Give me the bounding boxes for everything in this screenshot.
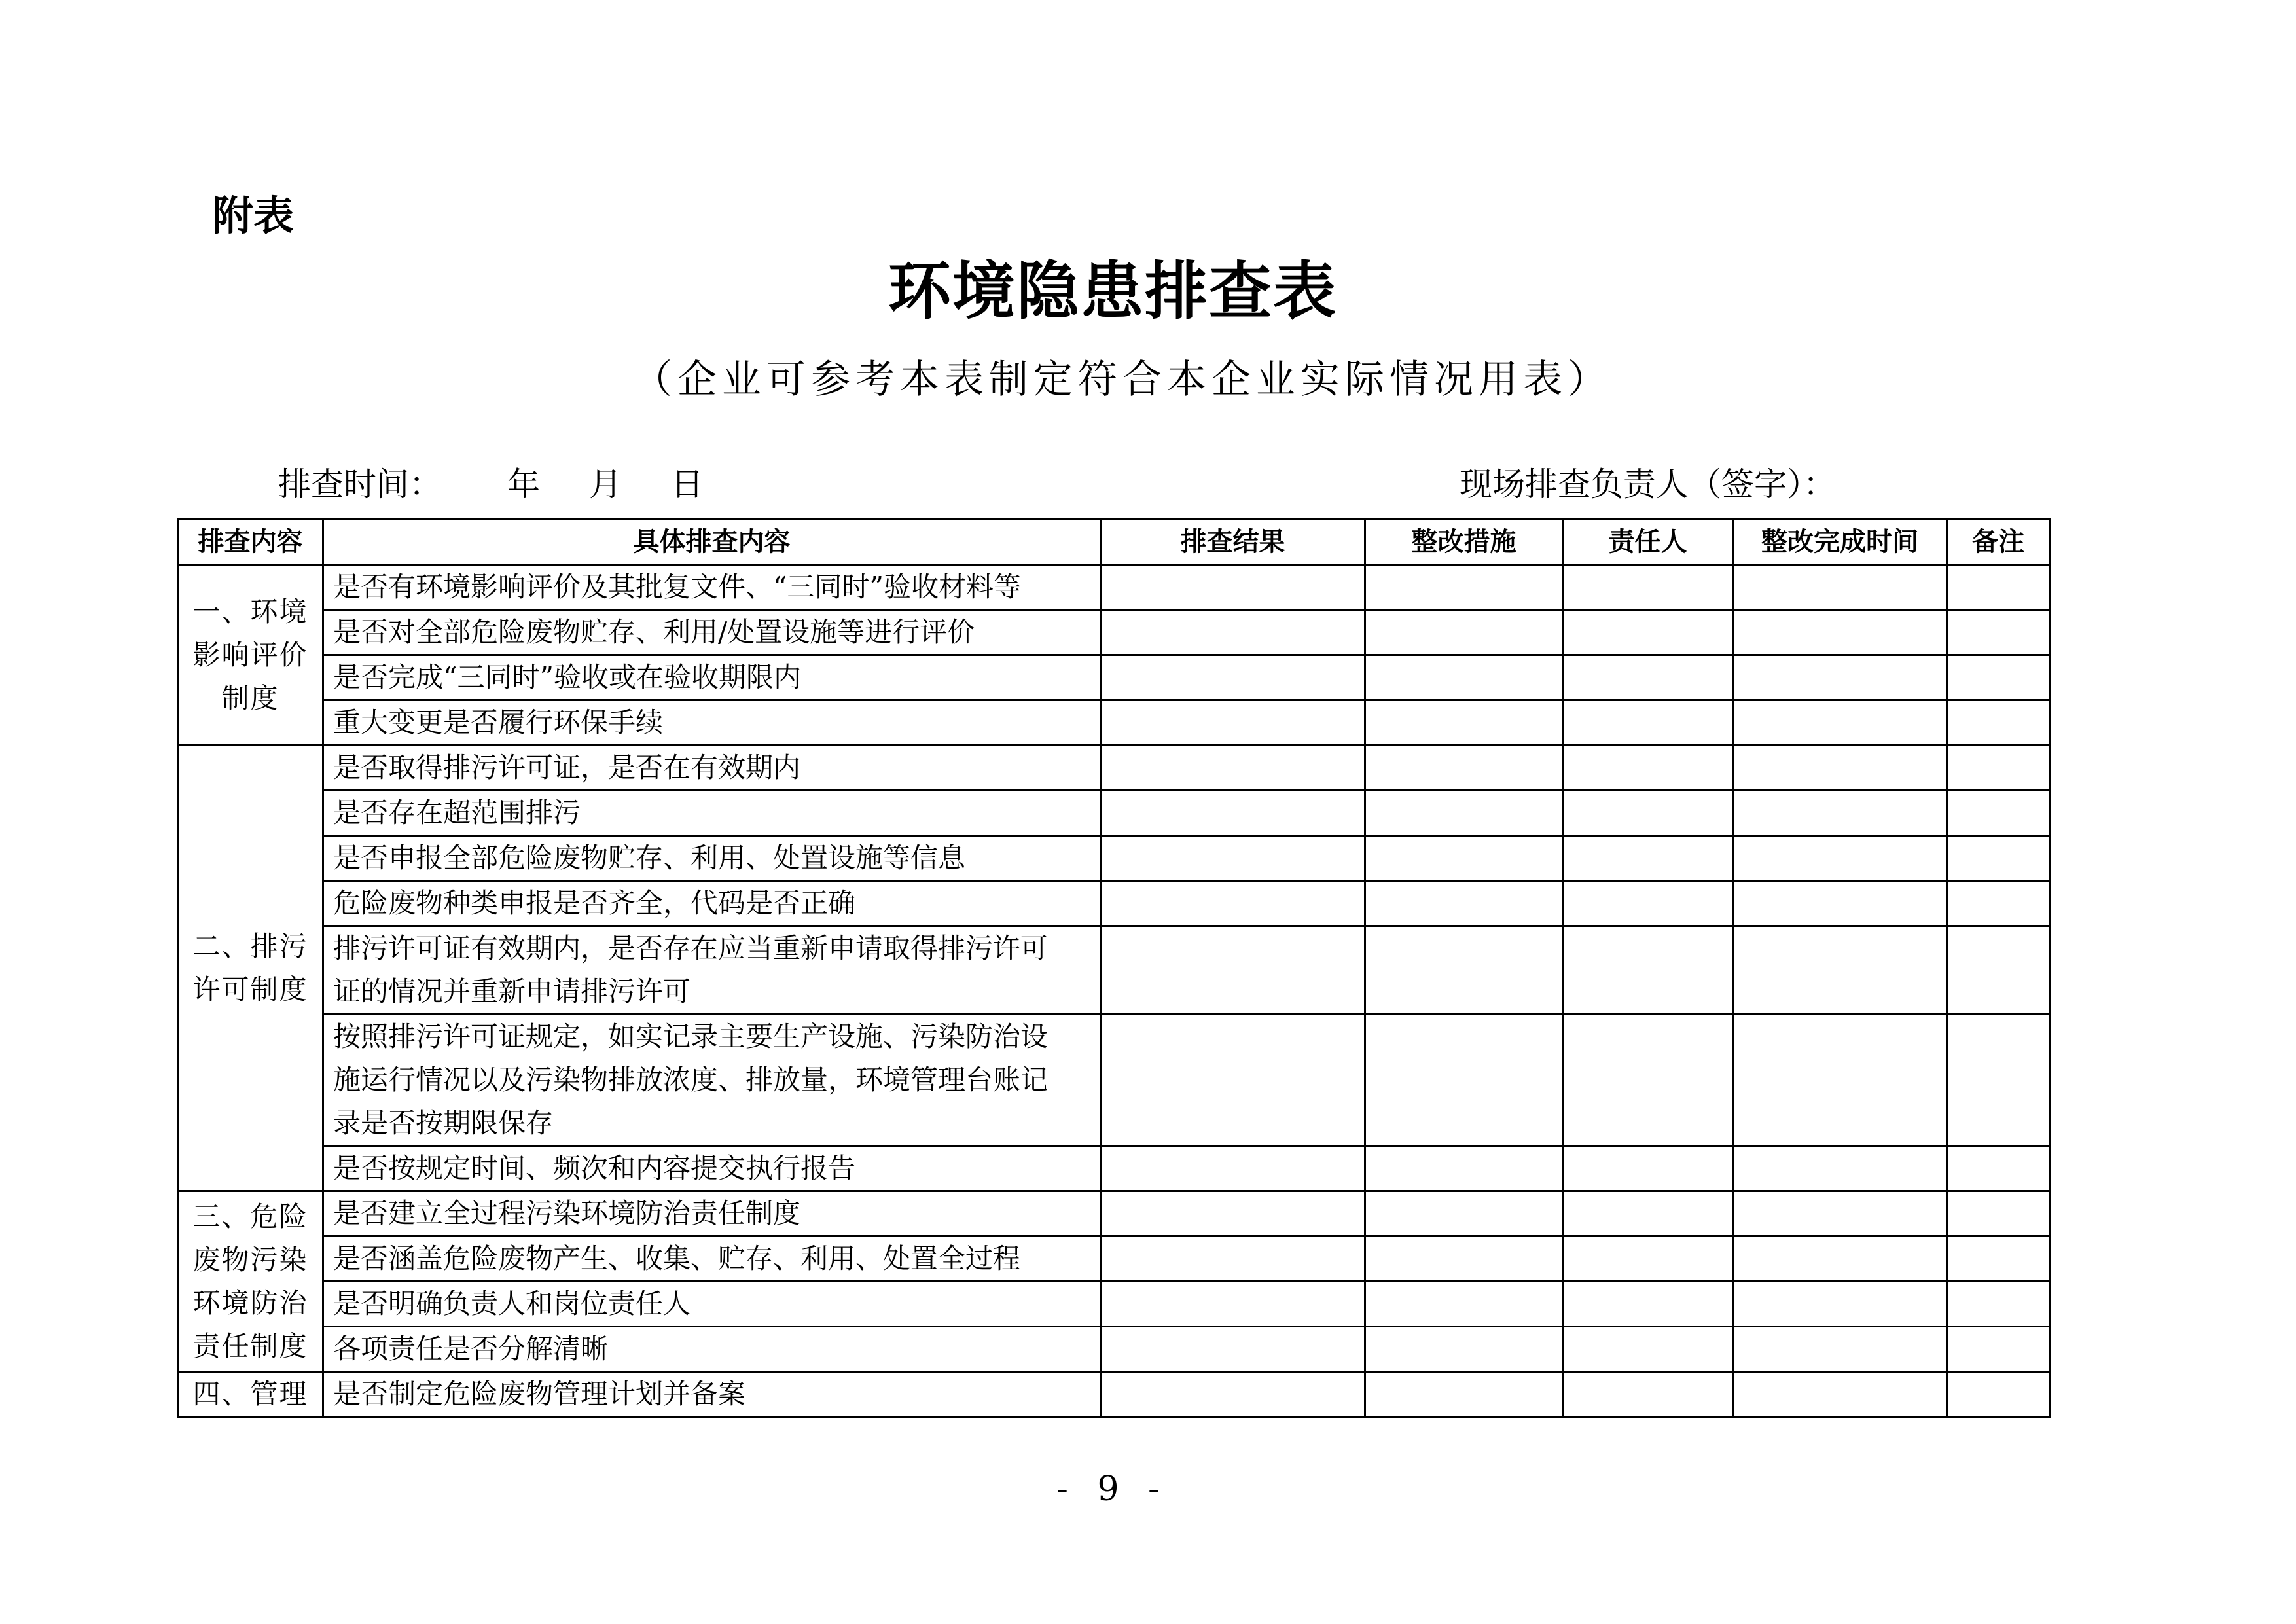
result-cell[interactable] [1101, 610, 1365, 655]
category-label-line: 四、管理 [192, 1378, 308, 1410]
responsible-cell[interactable] [1563, 655, 1733, 700]
check-item-cell [323, 1015, 1101, 1146]
completion-time-cell[interactable] [1733, 1372, 1947, 1417]
column-header: 整改措施 [1365, 520, 1563, 565]
measure-cell[interactable] [1365, 1327, 1563, 1372]
category-cell [178, 1372, 323, 1417]
result-cell[interactable] [1101, 791, 1365, 836]
category-cell [178, 1191, 323, 1372]
measure-cell[interactable] [1365, 1015, 1563, 1146]
check-item-cell [323, 1191, 1101, 1236]
hazard-checklist-table [177, 518, 2051, 1418]
check-item-cell [323, 836, 1101, 881]
completion-time-cell[interactable] [1733, 1191, 1947, 1236]
result-cell[interactable] [1101, 1282, 1365, 1327]
table-row [178, 655, 2050, 700]
remark-cell[interactable] [1947, 1236, 2050, 1282]
table-row [178, 610, 2050, 655]
month-label: 月 [589, 465, 622, 503]
check-item-text: 是否存在超范围排污 [333, 797, 581, 829]
remark-cell[interactable] [1947, 746, 2050, 791]
remark-cell[interactable] [1947, 565, 2050, 610]
result-cell[interactable] [1101, 881, 1365, 926]
check-item-text: 是否明确负责人和岗位责任人 [333, 1288, 691, 1320]
check-item-cell [323, 565, 1101, 610]
category-label-line: 废物污染 [192, 1243, 308, 1276]
table-row [178, 926, 2050, 1015]
completion-time-cell[interactable] [1733, 1236, 1947, 1282]
category-label-line: 二、排污 [192, 930, 308, 962]
check-item-text: 是否建立全过程污染环境防治责任制度 [333, 1197, 801, 1229]
responsible-cell[interactable] [1563, 1146, 1733, 1191]
column-header: 责任人 [1563, 520, 1733, 565]
measure-cell[interactable] [1365, 881, 1563, 926]
completion-time-cell[interactable] [1733, 610, 1947, 655]
result-cell[interactable] [1101, 1191, 1365, 1236]
remark-cell[interactable] [1947, 881, 2050, 926]
responsible-cell[interactable] [1563, 700, 1733, 746]
responsible-cell[interactable] [1563, 926, 1733, 1015]
responsible-cell[interactable] [1563, 836, 1733, 881]
day-label: 日 [671, 465, 704, 503]
responsible-cell[interactable] [1563, 1372, 1733, 1417]
measure-cell[interactable] [1365, 565, 1563, 610]
result-cell[interactable] [1101, 836, 1365, 881]
inspection-meta [0, 458, 2296, 511]
responsible-cell[interactable] [1563, 1282, 1733, 1327]
table-row [178, 1327, 2050, 1372]
result-cell[interactable] [1101, 746, 1365, 791]
check-item-text: 按照排污许可证规定，如实记录主要生产设施、污染防治设 [333, 1020, 1049, 1053]
category-label-line: 制度 [221, 681, 279, 714]
remark-cell[interactable] [1947, 836, 2050, 881]
completion-time-cell[interactable] [1733, 1327, 1947, 1372]
table-row [178, 700, 2050, 746]
completion-time-cell[interactable] [1733, 746, 1947, 791]
category-label-line: 影响评价 [192, 638, 308, 671]
responsible-cell[interactable] [1563, 610, 1733, 655]
table-header-row [178, 520, 2050, 565]
check-item-cell [323, 1327, 1101, 1372]
check-item-cell [323, 746, 1101, 791]
table-row [178, 881, 2050, 926]
document-subtitle: （企业可参考本表制定符合本企业实际情况用表） [633, 357, 1612, 403]
completion-time-cell[interactable] [1733, 791, 1947, 836]
measure-cell[interactable] [1365, 655, 1563, 700]
remark-cell[interactable] [1947, 1191, 2050, 1236]
remark-cell[interactable] [1947, 1015, 2050, 1146]
check-item-cell [323, 655, 1101, 700]
remark-cell[interactable] [1947, 655, 2050, 700]
responsible-cell[interactable] [1563, 1015, 1733, 1146]
check-item-cell [323, 1372, 1101, 1417]
check-item-text: 录是否按期限保存 [333, 1107, 554, 1139]
completion-time-cell[interactable] [1733, 655, 1947, 700]
remark-cell[interactable] [1947, 1327, 2050, 1372]
measure-cell[interactable] [1365, 1236, 1563, 1282]
annex-label: 附表 [213, 192, 295, 240]
inspection-time-label: 排查时间： [278, 465, 442, 503]
column-header: 排查结果 [1101, 520, 1365, 565]
check-item-text: 证的情况并重新申请排污许可 [333, 975, 691, 1007]
completion-time-cell[interactable] [1733, 1146, 1947, 1191]
result-cell[interactable] [1101, 1327, 1365, 1372]
result-cell[interactable] [1101, 1372, 1365, 1417]
page-number: - 9 - [1056, 1470, 1169, 1509]
responsible-cell[interactable] [1563, 1327, 1733, 1372]
column-header: 备注 [1947, 520, 2050, 565]
measure-cell[interactable] [1365, 746, 1563, 791]
check-item-text: 各项责任是否分解清晰 [333, 1333, 609, 1365]
result-cell[interactable] [1101, 1146, 1365, 1191]
document-title: 环境隐患排查表 [888, 254, 1337, 328]
result-cell[interactable] [1101, 655, 1365, 700]
category-cell [178, 746, 323, 1191]
measure-cell[interactable] [1365, 791, 1563, 836]
check-item-cell [323, 610, 1101, 655]
category-label-line: 三、危险 [192, 1200, 308, 1233]
table-row [178, 1282, 2050, 1327]
category-label-line: 许可制度 [192, 973, 308, 1005]
check-item-cell [323, 881, 1101, 926]
year-label: 年 [507, 465, 540, 503]
result-cell[interactable] [1101, 926, 1365, 1015]
responsible-cell[interactable] [1563, 565, 1733, 610]
check-item-text: 施运行情况以及污染物排放浓度、排放量，环境管理台账记 [333, 1064, 1049, 1096]
measure-cell[interactable] [1365, 610, 1563, 655]
completion-time-cell[interactable] [1733, 1015, 1947, 1146]
check-item-cell [323, 926, 1101, 1015]
category-label-line: 一、环境 [192, 595, 308, 628]
check-item-text: 是否制定危险废物管理计划并备案 [333, 1378, 746, 1410]
check-item-text: 是否对全部危险废物贮存、利用/处置设施等进行评价 [333, 616, 975, 648]
table-row [178, 1015, 2050, 1146]
column-header: 排查内容 [178, 520, 323, 565]
table-row [178, 1372, 2050, 1417]
remark-cell[interactable] [1947, 610, 2050, 655]
remark-cell[interactable] [1947, 1146, 2050, 1191]
responsible-person-label: 现场排查负责人（签字）： [1460, 465, 1836, 503]
check-item-text: 是否申报全部危险废物贮存、利用、处置设施等信息 [333, 842, 966, 874]
table-row [178, 565, 2050, 610]
check-item-cell [323, 700, 1101, 746]
result-cell[interactable] [1101, 565, 1365, 610]
remark-cell[interactable] [1947, 700, 2050, 746]
check-item-text: 危险废物种类申报是否齐全，代码是否正确 [333, 887, 856, 919]
check-item-text: 是否完成“三同时”验收或在验收期限内 [333, 661, 801, 693]
responsible-cell[interactable] [1563, 881, 1733, 926]
responsible-cell[interactable] [1563, 791, 1733, 836]
check-item-cell [323, 1236, 1101, 1282]
measure-cell[interactable] [1365, 700, 1563, 746]
table-body [178, 565, 2050, 1417]
result-cell[interactable] [1101, 1015, 1365, 1146]
table-row [178, 1146, 2050, 1191]
remark-cell[interactable] [1947, 1372, 2050, 1417]
check-item-text: 是否取得排污许可证，是否在有效期内 [333, 751, 801, 784]
measure-cell[interactable] [1365, 1146, 1563, 1191]
category-label-line: 责任制度 [192, 1329, 308, 1362]
check-item-cell [323, 791, 1101, 836]
check-item-text: 重大变更是否履行环保手续 [333, 706, 664, 738]
remark-cell[interactable] [1947, 1282, 2050, 1327]
check-item-cell [323, 1146, 1101, 1191]
responsible-cell[interactable] [1563, 746, 1733, 791]
table-row [178, 791, 2050, 836]
category-cell [178, 565, 323, 746]
remark-cell[interactable] [1947, 791, 2050, 836]
measure-cell[interactable] [1365, 836, 1563, 881]
check-item-text: 是否有环境影响评价及其批复文件、“三同时”验收材料等 [333, 571, 1021, 603]
completion-time-cell[interactable] [1733, 565, 1947, 610]
column-header: 整改完成时间 [1733, 520, 1947, 565]
completion-time-cell[interactable] [1733, 836, 1947, 881]
completion-time-cell[interactable] [1733, 926, 1947, 1015]
table-row [178, 1236, 2050, 1282]
responsible-cell[interactable] [1563, 1191, 1733, 1236]
check-item-cell [323, 1282, 1101, 1327]
measure-cell[interactable] [1365, 1372, 1563, 1417]
completion-time-cell[interactable] [1733, 881, 1947, 926]
completion-time-cell[interactable] [1733, 700, 1947, 746]
column-header: 具体排查内容 [323, 520, 1101, 565]
measure-cell[interactable] [1365, 1191, 1563, 1236]
completion-time-cell[interactable] [1733, 1282, 1947, 1327]
category-label-line: 环境防治 [192, 1286, 308, 1319]
remark-cell[interactable] [1947, 926, 2050, 1015]
measure-cell[interactable] [1365, 926, 1563, 1015]
result-cell[interactable] [1101, 1236, 1365, 1282]
check-item-text: 排污许可证有效期内，是否存在应当重新申请取得排污许可 [333, 932, 1049, 964]
result-cell[interactable] [1101, 700, 1365, 746]
table-row [178, 836, 2050, 881]
table-row [178, 746, 2050, 791]
check-item-text: 是否按规定时间、频次和内容提交执行报告 [333, 1152, 856, 1184]
check-item-text: 是否涵盖危险废物产生、收集、贮存、利用、处置全过程 [333, 1242, 1021, 1274]
responsible-cell[interactable] [1563, 1236, 1733, 1282]
table-row [178, 1191, 2050, 1236]
measure-cell[interactable] [1365, 1282, 1563, 1327]
